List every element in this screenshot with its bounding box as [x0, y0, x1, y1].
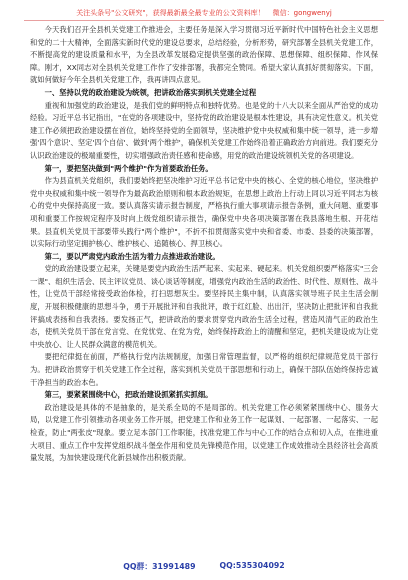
header-banner: [24, 6, 384, 21]
body-paragraph: 要把纪律挺在前面，严格执行党内法规制度，加强日常管理监督，以严格的组织纪律规范党员干部行为。把讲政治贯穿于机关党建工作全过程，落实到机关党员干部思想和行动上，确保干部队伍始终保持忠诚干净担当的政治本色。: [30, 352, 378, 387]
subsection-heading: 第二，要以严肃党内政治生活为着力点推进政治建设。: [44, 251, 220, 261]
body-paragraph: 政治建设是具体的不是抽象的，是关系全局的不是局部的。机关党建工作必须紧紧围绕中心、服务大局，以党建工作引领推动各项业务工作开展，把党建工作和业务工作一起谋划、一起部署、一起落实、一起检查，防止"两张皮"现象。要立足本部门工作职能，找准党建工作与中心工作的结合点和切入点，在推进重大项目、重点工作中发挥党组织战斗堡垒作用和党员先锋模范作用，以党建工作成效推动全县经济社会高质量发展，为加快建设现代化新县城作出积极贡献。: [30, 402, 378, 463]
footer-qq: QQ:535304092: [219, 561, 285, 570]
body-paragraph: 作为县直机关党组织，我们要始终把坚决维护习近平总书记党中央的核心、全党的核心地位，坚决维护党中央权威和集中统一领导作为最高政治原则和根本政治规矩，在思想上政治上行动上同以习近平同志为核心的党中央保持高度一致。要认真落实请示报告制度，严格执行重大事项请示报告条例，重大问题、重要事项和重要工作按规定程序及时向上级党组织请示报告，确保党中央各项决策部署在我县落地生根、开花结果。县直机关党员干部要带头践行"两个维护"，不折不扣贯彻落实党中央和省委、市委、县委的决策部署，以实际行动坚定拥护核心、维护核心、追随核心、捍卫核心。: [30, 176, 378, 249]
section-heading: 一、坚持以党的政治建设为统领，把讲政治落实到机关党建全过程: [44, 87, 257, 97]
header-promo-text: 关注头条号"公文研究"，获得最新最全最专业的公文资料库！: [76, 9, 265, 17]
header-wechat-text: 微信：gongwenyj: [272, 9, 332, 17]
footer-qq-group: QQ群：31991489: [123, 562, 196, 571]
footer-contact: [0, 561, 408, 575]
subsection-heading: 第一，要把坚决做到"两个维护"作为首要政治任务。: [44, 163, 213, 173]
body-paragraph: 党的政治建设要立起来，关键是要党内政治生活严起来、实起来、硬起来。机关党组织要严格落实"三会一课"、组织生活会、民主评议党员、谈心谈话等制度，增强党内政治生活的政治性、时代性、原则性、战斗性，让党员干部经常接受政治体检，打扫思想灰尘。要坚持民主集中制，认真落实领导班子民主生活会制度，开展积极健康的思想斗争，勇于开展批评和自我批评，敢于红红脸、出出汗，坚决防止把批评和自我批评搞成表扬和自我表扬。要发扬正气，把讲政治的要求贯穿党内政治生活全过程，营造风清气正的政治生态，使机关党员干部在党言党、在党忧党、在党为党，始终保持政治上的清醒和坚定，把机关建设成为让党中央放心、让人民群众满意的模范机关。: [30, 264, 378, 349]
body-paragraph: 重视和加强党的政治建设，是我们党的鲜明特点和独特优势。也是党的十八大以来全面从严治党的成功经验。习近平总书记指出，"在党的各项建设中，坚持党的政治建设是根本性建设，具有决定性意义。机关党建工作必须把政治建设摆在首位，始终坚持党的全面领导，坚决维护党中央权威和集中统一领导，进一步增强'四个意识'、坚定'四个自信'、做到'两个维护'，确保机关党建工作始终沿着正确政治方向前进。我们要充分认识政治建设的极端重要性，切实增强政治责任感和使命感，用党的政治建设统领机关党的各项建设。: [30, 100, 378, 160]
body-paragraph: 今天我们召开全县机关党建工作推进会，主要任务是深入学习贯彻习近平新时代中国特色社会主义思想和党的二十大精神，全面落实新时代党的建设总要求，总结经验，分析形势，研究部署全县机关党建工作，不断提高党的建设质量和水平，为全县改革发展稳定提供坚强的政治保障、思想保障、组织保障、作风保障。刚才，XX同志对全县机关党建工作作了安排部署，我都完全赞同。希望大家认真抓好贯彻落实。下面，就如何做好今年全县机关党建工作，我再讲四点意见。: [30, 25, 378, 85]
document-body: [30, 24, 378, 465]
subsection-heading: 第三，要紧紧围绕中心，把政治建设抓紧抓实抓细。: [44, 390, 213, 400]
